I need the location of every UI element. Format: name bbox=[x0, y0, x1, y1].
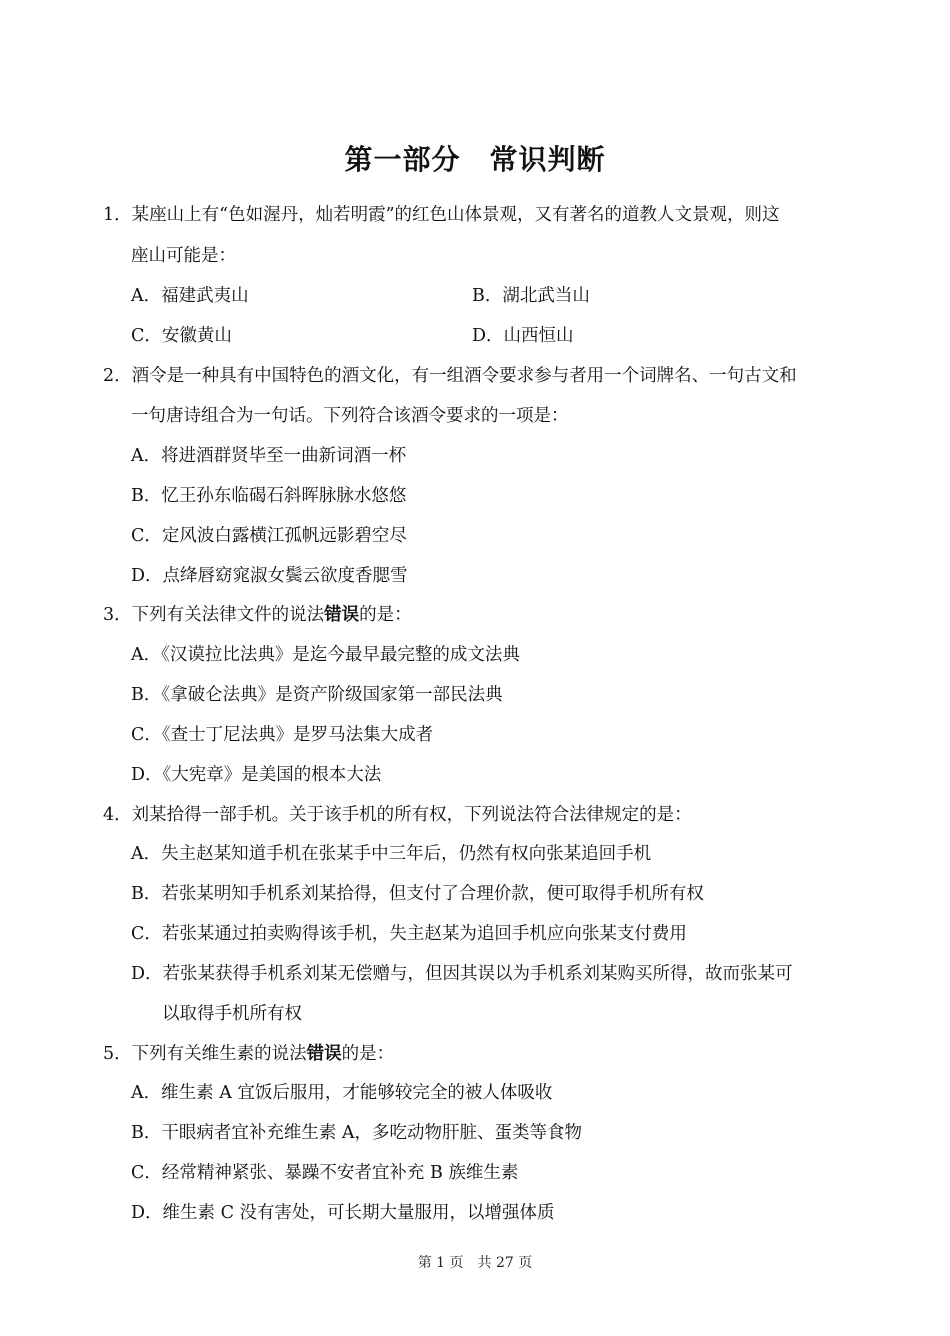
question-4-option-c: C．若张某通过拍卖购得该手机，失主赵某为追回手机应向张某支付费用 bbox=[131, 924, 687, 944]
question-2-option-b: B．忆王孙东临碣石斜晖脉脉水悠悠 bbox=[131, 486, 407, 506]
question-1-stem-cont: 座山可能是： bbox=[131, 246, 236, 266]
question-3-option-d: D．《大宪章》是美国的根本大法 bbox=[131, 765, 382, 785]
question-1-option-c: C．安徽黄山 bbox=[131, 326, 232, 346]
question-4-option-b: B．若张某明知手机系刘某拾得，但支付了合理价款，便可取得手机所有权 bbox=[131, 884, 704, 904]
question-4-option-d-cont: 以取得手机所有权 bbox=[162, 1004, 302, 1024]
question-4-option-d: D．若张某获得手机系刘某无偿赠与，但因其误以为手机系刘某购买所得，故而张某可 bbox=[131, 964, 793, 984]
question-3-option-c: C．《查士丁尼法典》是罗马法集大成者 bbox=[131, 725, 434, 745]
question-1-option-a: A．福建武夷山 bbox=[131, 286, 249, 306]
emphasis-text: 错误 bbox=[306, 1044, 342, 1064]
question-2-stem-cont: 一句唐诗组合为一句话。下列符合该酒令要求的一项是： bbox=[131, 406, 569, 426]
question-1-option-b: B．湖北武当山 bbox=[472, 286, 590, 306]
question-5-stem: 5．下列有关维生素的说法错误的是： bbox=[103, 1044, 395, 1064]
question-3-option-b: B．《拿破仑法典》是资产阶级国家第一部民法典 bbox=[131, 685, 503, 705]
question-4-stem: 4．刘某拾得一部手机。关于该手机的所有权，下列说法符合法律规定的是： bbox=[103, 805, 692, 825]
page-footer: 第 1 页 共 27 页 bbox=[417, 1255, 533, 1271]
question-2-option-c: C．定风波白露横江孤帆远影碧空尽 bbox=[131, 526, 407, 546]
question-5-option-a: A．维生素 A 宜饭后服用，才能够较完全的被人体吸收 bbox=[131, 1083, 553, 1103]
question-2-option-a: A．将进酒群贤毕至一曲新词酒一杯 bbox=[131, 446, 407, 466]
question-1-stem: 1．某座山上有“色如渥丹，灿若明霞”的红色山体景观，又有著名的道教人文景观，则这 bbox=[103, 205, 780, 225]
question-3-option-a: A．《汉谟拉比法典》是迄今最早最完整的成文法典 bbox=[131, 645, 520, 665]
question-5-option-c: C．经常精神紧张、暴躁不安者宜补充 B 族维生素 bbox=[131, 1163, 519, 1183]
page-title: 第一部分 常识判断 bbox=[344, 143, 606, 176]
question-3-stem: 3．下列有关法律文件的说法错误的是： bbox=[103, 605, 412, 625]
emphasis-text: 错误 bbox=[324, 605, 360, 625]
question-4-option-a: A．失主赵某知道手机在张某手中三年后，仍然有权向张某追回手机 bbox=[131, 844, 652, 864]
question-5-option-d: D．维生素 C 没有害处，可长期大量服用，以增强体质 bbox=[131, 1203, 555, 1223]
question-2-option-d: D．点绛唇窈窕淑女鬓云欲度香腮雪 bbox=[131, 566, 408, 586]
question-2-stem: 2．酒令是一种具有中国特色的酒文化，有一组酒令要求参与者用一个词牌名、一句古文和 bbox=[103, 366, 797, 386]
question-5-option-b: B．干眼病者宜补充维生素 A，多吃动物肝脏、蛋类等食物 bbox=[131, 1123, 583, 1143]
question-1-option-d: D．山西恒山 bbox=[472, 326, 574, 346]
